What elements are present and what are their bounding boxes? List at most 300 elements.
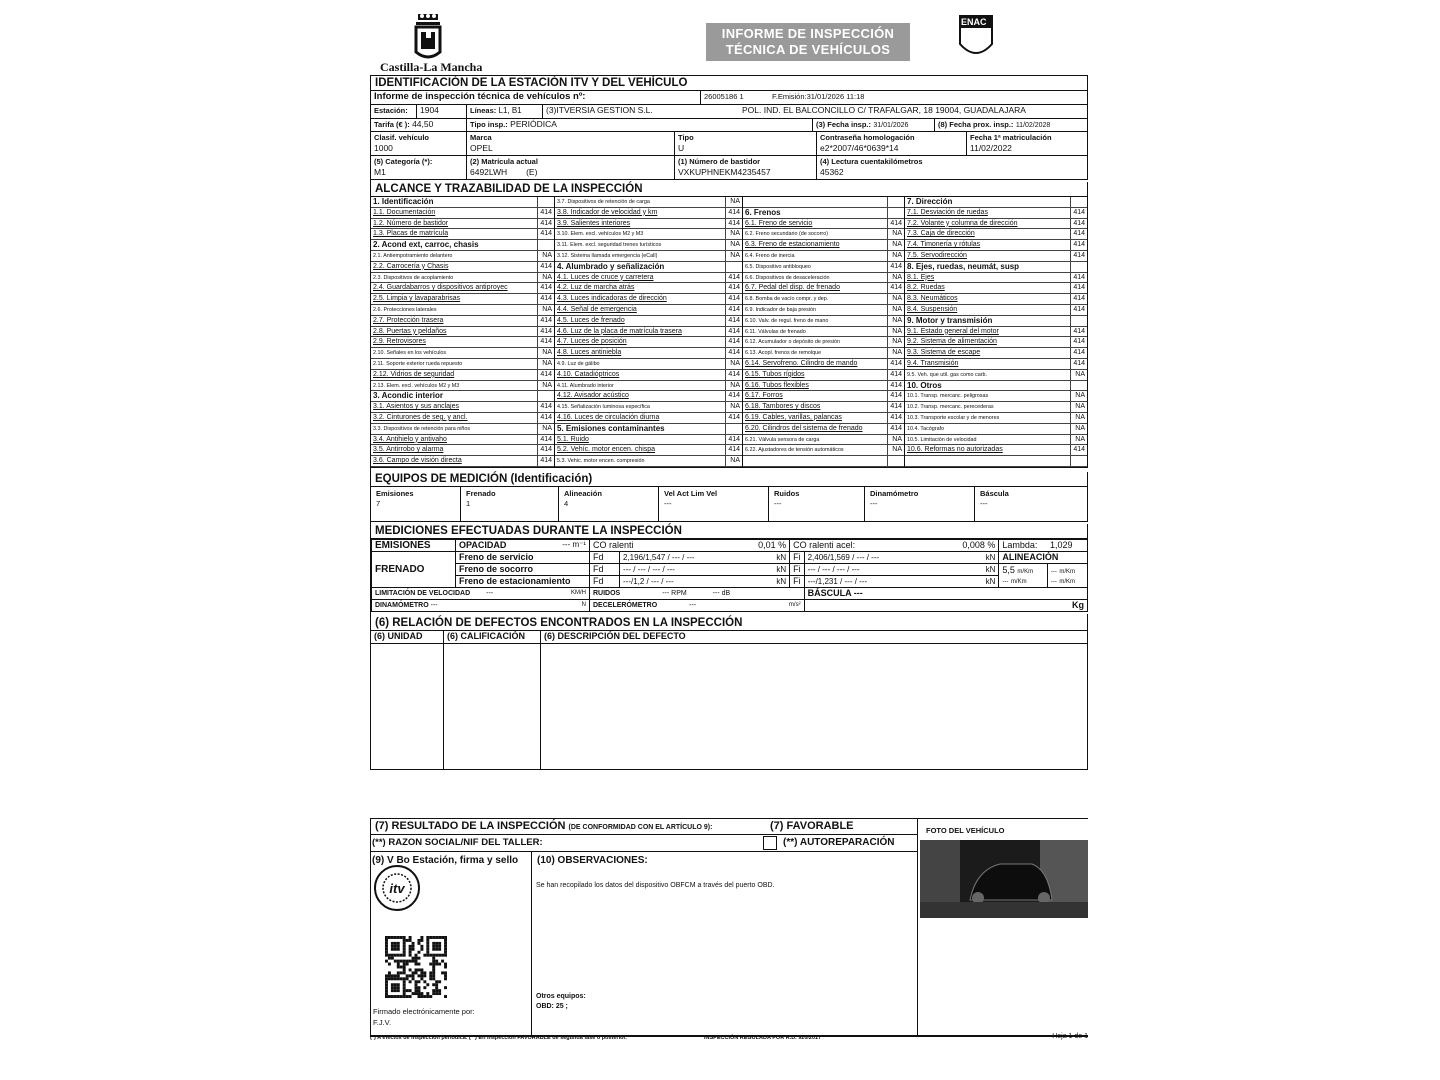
fe-d-value: ---/1,2 / --- / --- [623,576,674,586]
scope-item-status: NA [887,294,904,304]
result-note: (DE CONFORMIDAD CON EL ARTÍCULO 9): [568,824,713,831]
scope-item [905,456,1087,467]
razon-label: (**) RAZON SOCIAL/NIF DEL TALLER: [372,837,543,848]
db-unit: dB [721,589,731,597]
scope-item-label: 10.3. Transporte escolar y de menores [907,414,1000,421]
opac-label: OPACIDAD [459,540,507,551]
scope-item-label: 8.2. Ruedas [907,284,945,292]
fe-label: Freno de estacionamiento [456,575,590,587]
scope-item-status: 414 [537,456,554,466]
alin-value-3: --- [1002,579,1009,586]
scope-item-status: 414 [725,305,742,315]
scope-item-status: NA [887,337,904,347]
scope-col-3 [743,197,905,467]
scope-item-status: NA [725,359,742,369]
equip-item [461,487,559,521]
scope-item-status: 414 [887,402,904,412]
equip-item-value: --- [980,498,988,508]
fs-fd: Fd [590,551,620,563]
scope-item-status: NA [537,381,554,391]
scope-item [371,402,554,413]
co-value: 0,01 % [758,540,787,551]
scope-item-label: 2.6. Protecciones laterales [373,306,437,313]
autoreparacion-checkbox[interactable] [763,836,777,850]
lines-value: L1, B1 [498,106,522,115]
lim-label: LIMITACIÓN DE VELOCIDAD [375,589,471,597]
scope-item-status [887,208,904,218]
scope-item-status: 414 [537,337,554,347]
fso-d-unit: kN [776,564,787,574]
scope-item [555,229,742,240]
tipo-label: Tipo [678,133,694,142]
company: (3)ITVERSIA GESTION S.L. [546,105,653,115]
scope-item-label: 3.9. Salientes interiores [557,219,631,227]
rpm-unit: RPM [671,589,687,597]
marca-label: Marca [470,133,492,142]
scope-item-status: 414 [725,273,742,283]
scope-item [743,456,904,467]
scope-item [555,435,742,446]
scope-item-status: NA [725,197,742,207]
fe-d-unit: kN [776,576,787,586]
scope-item-label: 7.4. Timonería y rótulas [907,241,981,249]
report-number: 26005186 1 [704,92,744,101]
scope-title: ALCANCE Y TRAZABILIDAD DE LA INSPECCIÓN [371,182,1088,197]
scope-item [905,327,1087,338]
scope-item [555,316,742,327]
fs-d-value: 2,196/1,547 / --- / --- [623,552,695,562]
result-title [375,820,712,832]
scope-item-label: 3.7. Dispositivos de retención de carga [557,199,650,205]
scope-col-4 [905,197,1088,467]
scope-item [905,424,1087,435]
coa-value: 0,008 % [962,540,996,551]
scope-item [743,251,904,262]
decel-unit: m/s² [788,601,801,608]
scope-item [905,381,1087,392]
scope-item [743,348,904,359]
equip-item-label: Ruidos [774,488,800,498]
scope-item [743,240,904,251]
scope-item-label: 6.18. Tambores y discos [745,403,821,411]
scope-item-label: 4.11. Alumbrado interior [557,382,614,389]
scope-item [905,413,1087,424]
scope-item [371,359,554,370]
scope-item-status: 414 [537,445,554,455]
scope-item-status: NA [1070,370,1087,380]
scope-item-label: 4.1. Luces de cruce y carretera [557,273,654,281]
bascula-unit: Kg [804,599,1087,611]
scope-item-status: 414 [537,413,554,423]
scope-item-label: 9.1. Estado general del motor [907,327,999,335]
scope-item-label: 6.15. Tubos rígidos [745,370,805,378]
scope-item-label: 4.4. Señal de emergencia [557,305,637,313]
scope-item-label: 6.4. Freno de inercia [745,252,795,259]
signature-block [373,1006,475,1028]
scope-item [371,456,554,467]
clasif-value: 1000 [374,143,393,153]
scope-item [555,337,742,348]
scope-item [905,240,1087,251]
equip-row [371,487,1088,522]
fs-fi: Fi [790,551,805,563]
scope-item-label: 8.4. Suspensión [907,305,958,313]
matric1-label: Fecha 1ª matriculación [970,133,1052,142]
scope-item-label: 6.8. Bomba de vacío compr. y dep. [745,296,829,303]
equip-item [769,487,865,521]
equip-item [975,487,1088,521]
scope-item [555,348,742,359]
scope-item-status: NA [887,327,904,337]
lambda-value: 1,029 [1049,540,1073,551]
scope-item [371,240,554,251]
equip-item-label: Dinamómetro [870,488,919,498]
scope-item-status: NA [1070,391,1087,401]
scope-item-label: 3.5. Antirrobo y alarma [373,446,444,454]
scope-item-status: NA [537,348,554,358]
scope-item-label [905,456,1070,466]
alin-unit-3: m/Km [1010,579,1027,586]
scope-item [743,424,904,435]
scope-item-status [537,391,554,401]
scope-item-label: 6.10. Valv. de regul. freno de mano [745,317,829,324]
alin-value-4: --- [1050,579,1057,586]
equip-item-value: 7 [376,498,381,508]
scope-item [743,445,904,456]
scope-item [371,208,554,219]
report-label: Informe de inspección técnica de vehículos nº: [371,91,701,104]
coa-label: CO ralenti acel: [793,540,856,551]
measurements-table [371,539,1088,612]
scope-item-status: 414 [887,381,904,391]
result-value: (7) FAVORABLE [770,820,854,832]
scope-item-label: 3.12. Sistema llamada emergencia (eCall) [557,252,658,259]
scope-item-status: NA [725,381,742,391]
scope-item-status: 414 [725,413,742,423]
scope-item-status: 414 [537,208,554,218]
fso-i-unit: kN [985,564,996,574]
scope-item-label: 7.1. Desviación de ruedas [907,208,988,216]
enac-logo [955,14,997,64]
matric1-value: 11/02/2022 [970,143,1012,153]
scope-item-status: 414 [537,370,554,380]
scope-item-status: NA [887,229,904,239]
scope-item [905,219,1087,230]
scope-item [555,197,742,208]
scope-item-label: 6.9. Indicador de baja presión [745,306,817,313]
scope-item-label: 10.4. Tacógrafo [907,425,945,432]
scope-item-label: 3.11. Elem. excl. seguridad trenes turísticos [557,242,662,249]
scope-item [555,208,742,219]
scope-item-label: 6.16. Tubos flexibles [745,381,809,389]
scope-item-status: 414 [1070,337,1087,347]
scope-item [371,251,554,262]
fso-label: Freno de socorro [456,563,590,575]
scope-item-status: NA [537,359,554,369]
fe-fd: Fd [590,575,620,587]
lambda-label: Lambda: [1002,540,1038,551]
scope-item-status: NA [1070,413,1087,423]
fs-i-value: 2,406/1,569 / --- / --- [807,552,880,562]
scope-item-status [725,424,742,434]
scope-item-status: 414 [1070,327,1087,337]
scope-item-status: NA [537,424,554,434]
homolog-value: e2*2007/46*0639*14 [820,143,899,153]
scope-item [905,435,1087,446]
scope-item-status: 414 [537,435,554,445]
equip-item-value: --- [664,498,672,508]
scope-item [743,337,904,348]
scope-item [905,402,1087,413]
scope-item-status: 414 [725,283,742,293]
scope-item-status: 414 [725,208,742,218]
scope-item-label: 6.17. Forros [745,392,783,400]
scope-item [743,381,904,392]
scope-item [743,219,904,230]
scope-item-label: 3. Acondic interior [373,391,443,401]
equip-item [865,487,975,521]
alin-unit-4: m/Km [1059,579,1076,586]
scope-item-status: 414 [725,219,742,229]
scope-item-label: 4.6. Luz de la placa de matrícula trasera [557,327,682,335]
scope-item-status: 414 [887,283,904,293]
scope-item [555,283,742,294]
scope-item-status: NA [725,251,742,261]
scope-item-label: 3.6. Campo de visión directa [373,457,462,465]
scope-item-label: 6.19. Cables, varillas, palancas [745,413,842,421]
scope-item-status: NA [887,316,904,326]
lim-unit: KM/H [571,589,586,596]
scope-item-status: 414 [725,337,742,347]
next-label: (8) Fecha prox. insp.: [938,120,1014,129]
scope-item [555,305,742,316]
scope-item-status: 414 [725,435,742,445]
otros-equipos [536,992,586,1012]
scope-item [371,219,554,230]
scope-item-label [743,456,887,466]
scope-item-label: 2.9. Retrovisores [373,338,426,346]
scope-item-label: 7.3. Caja de dirección [907,230,975,238]
fso-fi: Fi [790,563,805,575]
km-value: 45362 [820,167,844,177]
scope-item [555,456,742,467]
scope-item-label: 6.22. Ajustadores de tensión automáticos [745,447,844,454]
scope-item-label: 8. Ejes, ruedas, neumát, susp [907,261,1020,271]
scope-item [743,262,904,273]
scope-item-label: 5.2. Vehíc. motor encen. chispa [557,446,656,454]
plate-label: (2) Matrícula actual [470,157,538,166]
alin-label: ALINEACIÓN [999,551,1088,563]
type-label: Tipo insp.: [470,120,508,129]
scope-item-label: 6. Frenos [745,207,781,217]
scope-item [555,294,742,305]
scope-item [371,391,554,402]
scope-item-label: 3.2. Cinturones de seg. y ancl. [373,413,468,421]
scope-item-status: 414 [1070,294,1087,304]
scope-item [371,445,554,456]
scope-item-label: 2.3. Dispositivos de acoplamiento [373,274,454,281]
scope-item [371,381,554,392]
alin-unit-1: m/Km [1017,569,1034,576]
scope-item [905,229,1087,240]
footer-page: Hoja 1 de 1 [1052,1033,1088,1040]
scope-item [743,283,904,294]
scope-item-status: NA [725,240,742,250]
scope-item-label: 6.11. Válvulas de frenado [745,328,806,335]
scope-item-status: 414 [1070,251,1087,261]
scope-item-label: 10.2. Transp. mercanc. perecederas [907,404,994,411]
scope-item-status: NA [725,456,742,466]
clasif-label: Clasif. vehículo [374,133,430,142]
scope-item-label: 8.3. Neumáticos [907,295,958,303]
scope-item [905,348,1087,359]
scope-item-status: NA [725,229,742,239]
scope-item-label: 6.12. Acumulador o depósito de presión [745,339,840,346]
scope-item [555,251,742,262]
scope-item-label: 9.3. Sistema de escape [907,349,981,357]
scope-item [905,391,1087,402]
scope-item-status: 414 [887,391,904,401]
scope-item [371,337,554,348]
co-label: CO ralenti [593,540,634,551]
equip-item [371,487,461,521]
scope-item-label: 2.1. Antiempotramiento delantero [373,252,453,259]
address: POL. IND. EL BALCONCILLO C/ TRAFALGAR, 18 19004, GUADALAJARA [739,105,1088,118]
scope-item-status: NA [887,273,904,283]
homolog-label: Contraseña homologación [820,133,915,142]
scope-item-status: 414 [887,413,904,423]
scope-item-label: 2.2. Carrocería y Chasis [373,262,449,270]
scope-item-status: NA [887,445,904,455]
scope-item [905,305,1087,316]
dinam-unit: N [581,601,586,608]
banner-line-2: TÉCNICA DE VEHÍCULOS [725,42,891,57]
meas-title: MEDICIONES EFECTUADAS DURANTE LA INSPECCIÓN [371,524,1088,539]
scope-item [905,370,1087,381]
scope-item [555,262,742,273]
scope-item [743,316,904,327]
scope-item-label: 10.6. Reformas no autorizadas [907,446,1003,454]
station-label: Estación: [371,105,417,118]
scope-item-status: NA [1070,402,1087,412]
scope-item-label: 6.20. Cilindros del sistema de frenado [745,424,863,432]
fso-d-value: --- / --- / --- / --- [623,564,675,574]
scope-item-label: 2.11. Soporte exterior rueda repuesto [373,360,463,367]
defects-title: (6) RELACIÓN DE DEFECTOS ENCONTRADOS EN LA INSPECCIÓN [371,614,1088,631]
scope-item [371,273,554,284]
tipo-value: U [678,143,685,153]
scope-item [743,370,904,381]
scope-item-status [537,240,554,250]
itv-stamp-icon [373,864,421,912]
signed-by-label: Firmado electrónicamente por: [373,1007,475,1016]
ruidos-db-value: --- [712,589,720,597]
scope-item [905,197,1087,208]
scope-item-label: 6.3. Freno de estacionamiento [745,241,840,249]
scope-item-label: 2.8. Puertas y peldaños [373,327,447,335]
scope-item-label: 3.8. Indicador de velocidad y km [557,208,658,216]
scope-item [905,359,1087,370]
scope-item [371,348,554,359]
scope-item [743,229,904,240]
vin-label: (1) Número de bastidor [678,157,761,166]
scope-item [905,337,1087,348]
autoreparacion-label: (**) AUTOREPARACIÓN [783,837,895,848]
scope-item-label: 1.2. Número de bastidor [373,219,449,227]
plate-suffix: (E) [526,167,538,177]
scope-item [371,435,554,446]
scope-item-label: 10.5. Limitación de velocidad [907,436,977,443]
signer: F.J.V. [373,1018,392,1027]
scope-item [371,327,554,338]
scope-item [743,391,904,402]
svg-text:itv: itv [389,881,405,896]
scope-item-label: 4. Alumbrado y señalización [557,261,665,271]
scope-item [905,273,1087,284]
scope-item [371,283,554,294]
scope-item-label: 4.16. Luces de circulación diurna [557,413,660,421]
scope-item-status [1070,197,1087,207]
scope-item-label: 9.2. Sistema de alimentación [907,338,997,346]
scope-item-label: 8.1. Ejes [907,273,935,281]
alin-value-2: --- [1050,569,1057,576]
emission-date: F.Emisión:31/01/2026 11:18 [769,91,1088,104]
bascula-label: BÁSCULA --- [804,587,1087,599]
type-value: PERIÓDICA [510,119,557,129]
scope-item [371,294,554,305]
scope-col-2 [555,197,743,467]
inspection-report [370,12,1088,1078]
equip-item-value: --- [774,498,782,508]
scope-item-status: 414 [1070,208,1087,218]
scope-item [743,294,904,305]
scope-item-label: 3.1. Asientos y sus anclajes [373,403,459,411]
scope-item [743,359,904,370]
scope-item-label: 6.2. Freno secundario (de socorro) [745,231,828,238]
lines-label: Líneas: [470,106,497,115]
scope-item-label: 2.13. Elem. excl. vehículos M2 y M3 [373,382,460,389]
scope-item-status: 414 [1070,305,1087,315]
km-label: (4) Lectura cuentakilómetros [820,157,923,166]
scope-item-status: 414 [725,316,742,326]
scope-grid [371,197,1088,468]
scope-item-label: 4.2. Luz de marcha atrás [557,284,635,292]
scope-item [743,435,904,446]
equip-item-label: Vel Act Lim Vel [664,488,718,498]
scope-item-status: 414 [537,316,554,326]
fe-i-value: ---/1,231 / --- / --- [807,576,868,586]
scope-item-label: 6.7. Pedal del disp. de frenado [745,284,840,292]
scope-item-label: 5. Emisiones contaminantes [557,423,665,433]
scope-item-label: 4.9. Luz de gálibo [557,360,600,367]
scope-item-status [1070,456,1087,466]
region-name: Castilla-La Mancha [380,60,483,74]
ruidos-value: --- [662,589,670,597]
scope-item-status: 414 [1070,283,1087,293]
opac-value: --- m⁻¹ [562,540,586,550]
equip-title: EQUIPOS DE MEDICIÓN (Identificación) [371,472,1088,487]
scope-item [555,273,742,284]
scope-item-label: 3.3. Dispositivos de retención para niños [373,425,471,432]
lim-value: --- [486,589,494,597]
scope-item [555,413,742,424]
scope-item-label: 6.5. Dispositivo antibloqueo [745,263,811,270]
fso-i-value: --- / --- / --- / --- [807,564,860,574]
scope-item [371,370,554,381]
scope-item-status [1070,316,1087,326]
scope-item-label: 6.1. Freno de servicio [745,219,813,227]
scope-item [905,316,1087,327]
